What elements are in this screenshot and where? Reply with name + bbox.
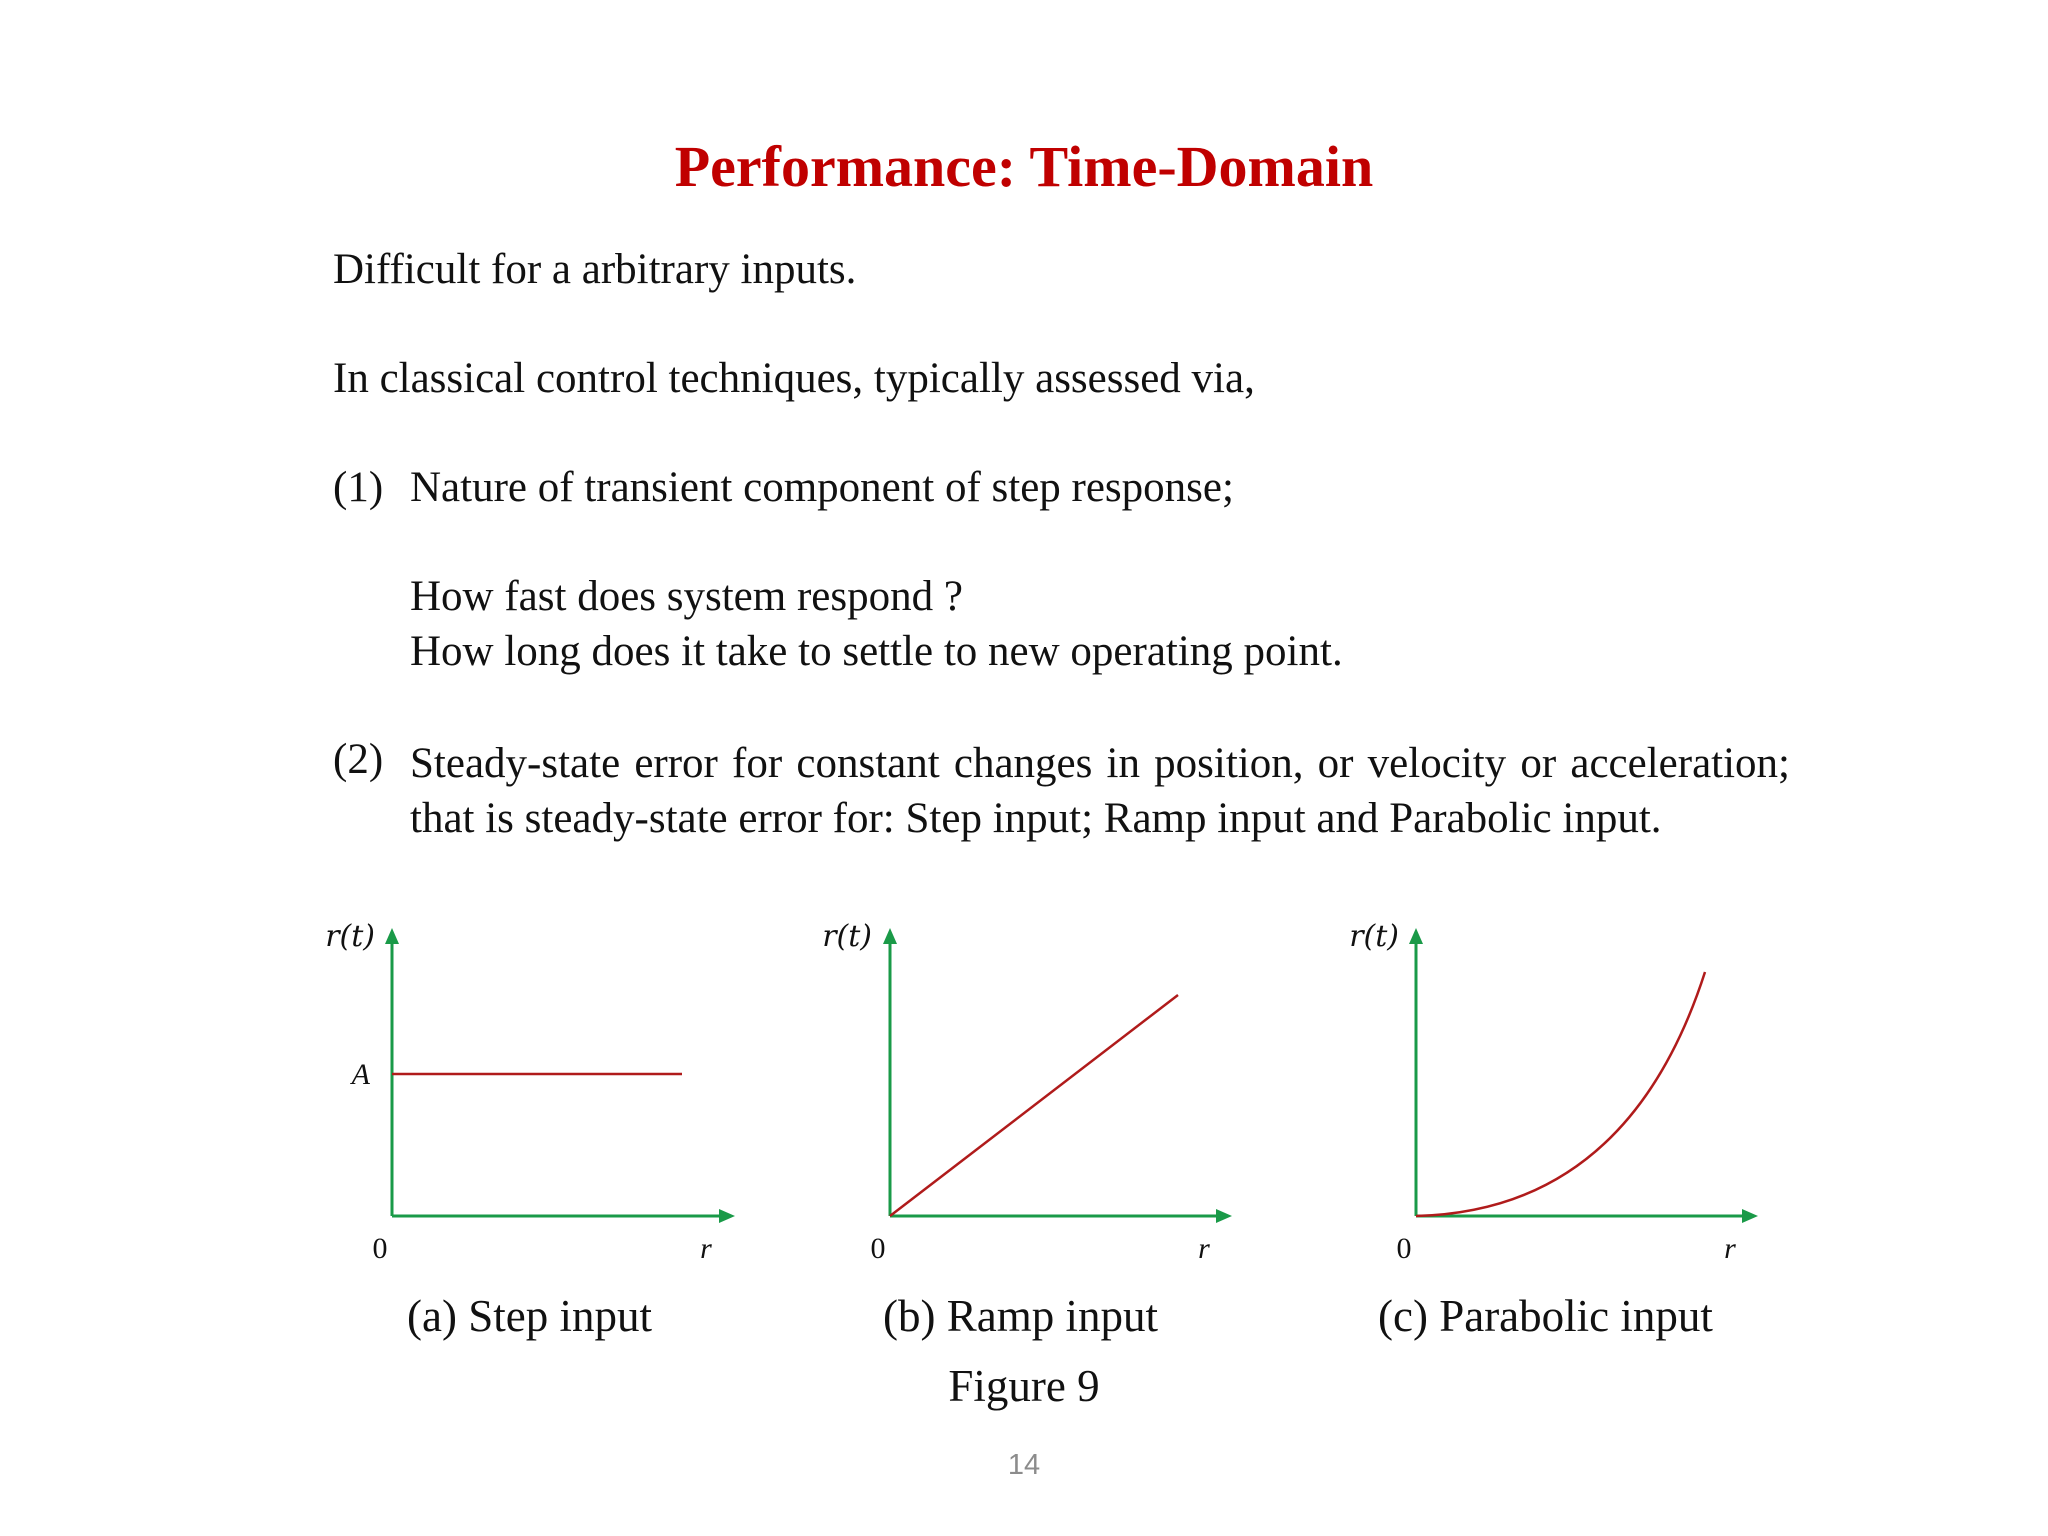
step-level-label: A — [351, 1058, 370, 1091]
parabolic-x-arrow-icon — [1742, 1209, 1758, 1223]
panel-parabolic — [1349, 919, 1758, 1265]
panel-step — [325, 919, 735, 1265]
intro-line-difficult: Difficult for a arbitrary inputs. — [333, 246, 857, 293]
slide-title: Performance: Time-Domain — [674, 134, 1374, 199]
ramp-y-arrow-icon — [883, 928, 897, 944]
step-origin-label: 0 — [372, 1232, 388, 1265]
ramp-y-label: r(t) — [822, 919, 872, 954]
step-x-arrow-icon — [719, 1209, 735, 1223]
parabolic-origin-label: 0 — [1396, 1232, 1412, 1265]
parabolic-x-label: r — [1724, 1232, 1736, 1265]
item-1-sub-question-1: How fast does system respond ? — [410, 573, 963, 620]
step-x-label: r — [700, 1232, 712, 1265]
step-y-arrow-icon — [385, 928, 399, 944]
intro-line-classical: In classical control techniques, typically assessed via, — [333, 355, 1255, 402]
item-1-text: Nature of transient component of step response; — [410, 464, 1234, 511]
caption-step: (a) Step input — [407, 1291, 652, 1341]
item-1-number: (1) — [333, 464, 384, 511]
caption-ramp: (b) Ramp input — [883, 1291, 1158, 1341]
item-1-sub-question-2: How long does it take to settle to new operating point. — [410, 628, 1343, 675]
ramp-x-arrow-icon — [1216, 1209, 1232, 1223]
parabolic-y-label: r(t) — [1349, 919, 1399, 954]
parabolic-signal-curve — [1416, 972, 1705, 1216]
ramp-origin-label: 0 — [870, 1232, 886, 1265]
step-y-label: r(t) — [325, 919, 375, 954]
panel-ramp — [822, 919, 1232, 1265]
item-2-number: (2) — [333, 736, 384, 783]
ramp-x-label: r — [1198, 1232, 1210, 1265]
parabolic-y-arrow-icon — [1409, 928, 1423, 944]
ramp-signal-line — [890, 995, 1178, 1216]
item-2-text: Steady-state error for constant changes in position, or velocity or acceleration; that is steady-state error for: Step input; Ramp input and Parabolic input. — [410, 740, 1790, 842]
page-number: 14 — [1007, 1449, 1041, 1481]
figure-label: Figure 9 — [948, 1361, 1100, 1411]
caption-parabolic: (c) Parabolic input — [1378, 1291, 1713, 1341]
